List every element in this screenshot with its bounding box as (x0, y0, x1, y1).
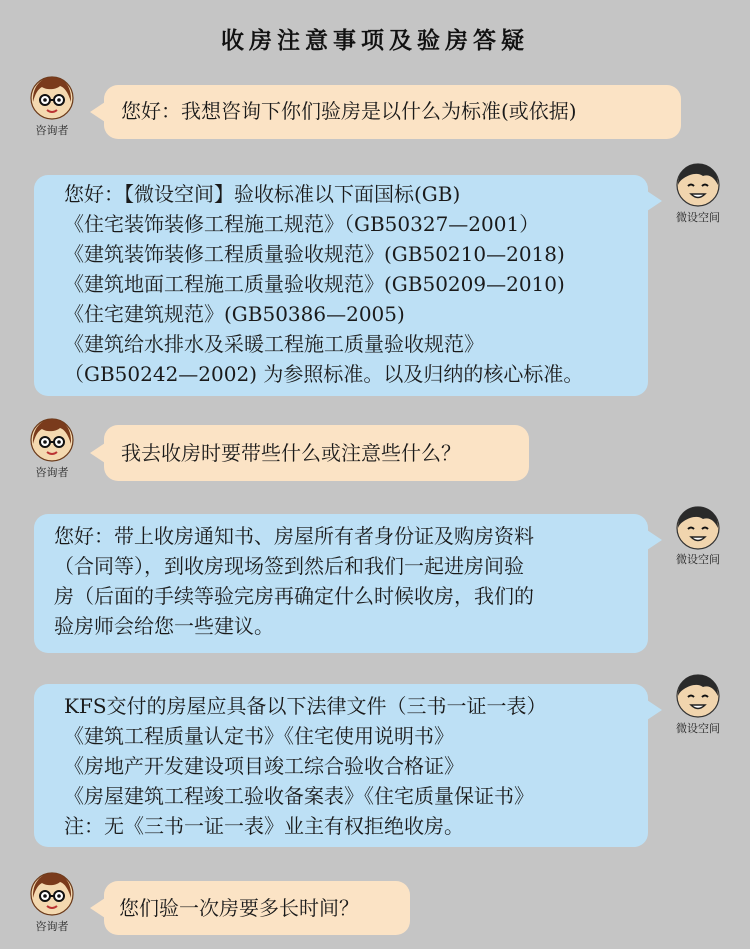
user-avatar (30, 76, 74, 120)
agent-label: 微设空间 (676, 211, 720, 224)
message-line: 《建筑地面工程施工质量验收规范》(GB50209—2010) (64, 272, 565, 296)
message-line: 《住宅建筑规范》(GB50386—2005) (64, 302, 405, 326)
message-line: 《住宅装饰装修工程施工规范》（GB50327—2001） (64, 212, 540, 236)
user-label: 咨询者 (35, 920, 69, 933)
message-line: 验房师会给您一些建议。 (54, 614, 274, 638)
agent-avatar-icon (676, 163, 720, 207)
answer-bubble (34, 684, 648, 847)
user-avatar-icon (30, 418, 74, 462)
agent-label: 微设空间 (676, 722, 720, 735)
agent-avatar-icon (676, 506, 720, 550)
message-line: 我去收房时要带些什么或注意些什么？ (121, 441, 461, 465)
message-line: 《房屋建筑工程竣工验收备案表》《住宅质量保证书》 (64, 784, 534, 808)
agent-avatar (676, 674, 720, 718)
question-bubble (104, 85, 681, 139)
message-line: 您好：我想咨询下你们验房是以什么为标准(或依据) (121, 99, 577, 123)
answer-bubble (34, 514, 648, 653)
agent-label: 微设空间 (676, 553, 720, 566)
page-title: 收房注意事项及验房答疑 (221, 28, 529, 54)
message-line: 《建筑给水排水及采暖工程施工质量验收规范》 (64, 332, 484, 356)
question-bubble (104, 881, 410, 935)
agent-avatar-icon (676, 674, 720, 718)
message-line: 《房地产开发建设项目竣工综合验收合格证》 (64, 754, 464, 778)
agent-avatar (676, 163, 720, 207)
user-label: 咨询者 (35, 124, 69, 137)
user-avatar-icon (30, 76, 74, 120)
agent-avatar (676, 506, 720, 550)
user-label: 咨询者 (35, 466, 69, 479)
user-avatar (30, 872, 74, 916)
message-line: 房（后面的手续等验完房再确定什么时候收房，我们的 (54, 584, 534, 608)
message-line: 《建筑装饰装修工程质量验收规范》(GB50210—2018) (64, 242, 565, 266)
message-line: 您好：【微设空间】验收标准以下面国标(GB) (64, 182, 461, 206)
message-line: 注：无《三书一证一表》业主有权拒绝收房。 (64, 814, 464, 838)
message-line: 您好：带上收房通知书、房屋所有者身份证及购房资料 (54, 524, 534, 548)
message-line: 《建筑工程质量认定书》《住宅使用说明书》 (64, 724, 454, 748)
message-line: （GB50242—2002) 为参照标准。以及归纳的核心标准。 (64, 362, 584, 386)
question-bubble (104, 425, 529, 481)
message-line: （合同等），到收房现场签到然后和我们一起进房间验 (54, 554, 524, 578)
message-line: 您们验一次房要多长时间？ (119, 896, 359, 920)
user-avatar (30, 418, 74, 462)
user-avatar-icon (30, 872, 74, 916)
answer-bubble (34, 175, 648, 396)
message-line: KFS交付的房屋应具备以下法律文件（三书一证一表） (64, 694, 547, 718)
